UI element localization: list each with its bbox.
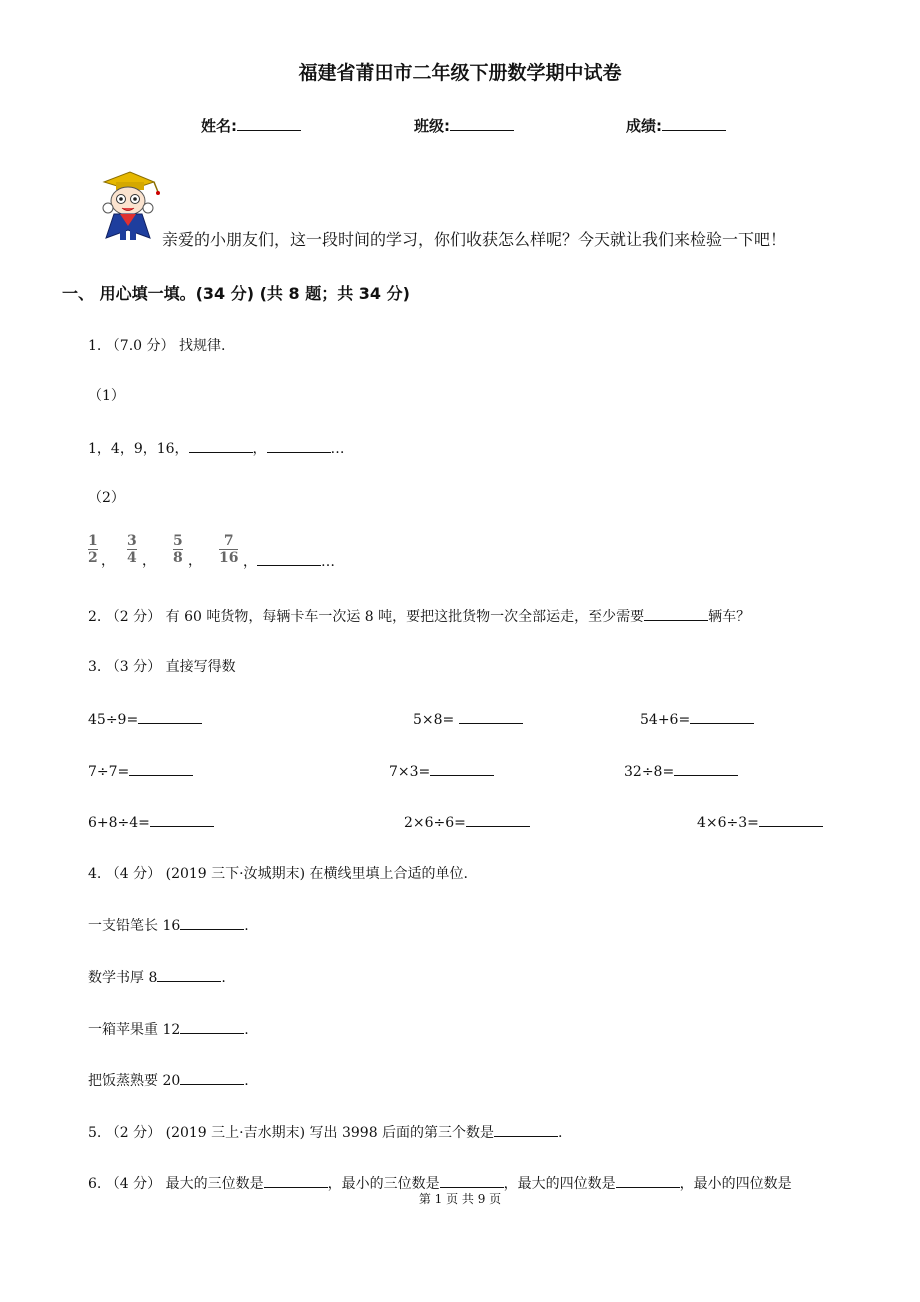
q3-item: 45÷9= [88, 708, 202, 728]
q3-blank[interactable] [129, 760, 193, 776]
fraction-4-numerator: 7 [223, 533, 234, 549]
fraction-4-denominator: 16 [219, 550, 239, 566]
q3-item: 54+6= [640, 708, 754, 728]
q6-text-2: ，最小的三位数是 [327, 1176, 440, 1192]
q1-part1-line: 1，4，9，16， ， … [88, 437, 345, 458]
q1-blank-3[interactable] [257, 550, 321, 566]
name-field [201, 115, 301, 136]
fraction-3-denominator: 8 [173, 550, 183, 566]
q2-blank[interactable] [644, 605, 708, 621]
q4-title: 4. （4 分） (2019 三下·汝城期末) 在横线里填上合适的单位. [88, 866, 468, 882]
page-footer: 第 1 页 共 9 页 [418, 1192, 502, 1206]
q1-part2-label: （2） [88, 490, 125, 506]
q3-blank[interactable] [430, 760, 494, 776]
q1-blank-2[interactable] [267, 437, 331, 453]
q3-blank[interactable] [466, 811, 530, 827]
comma: ， [142, 553, 156, 569]
fraction-3-numerator: 5 [173, 533, 183, 549]
q4-blank[interactable] [180, 1069, 244, 1085]
comma: ， [101, 553, 115, 569]
q1-part1-label: （1） [88, 388, 125, 404]
q1-blank-1[interactable] [189, 437, 253, 453]
q3-item: 32÷8= [624, 760, 738, 780]
fraction-2 [127, 534, 137, 565]
q2-line [88, 605, 750, 626]
comma: ， [188, 553, 202, 569]
fraction-1-denominator: 2 [88, 550, 98, 566]
q4-item: 数学书厚 8 . [88, 966, 226, 987]
q5-blank[interactable] [494, 1121, 558, 1137]
q5-line: 5. （2 分） (2019 三上·吉水期末) 写出 3998 后面的第三个数是 . [88, 1121, 563, 1142]
class-label: 班级: [414, 117, 450, 135]
fraction-3 [173, 534, 183, 565]
q3-item: 6+8÷4= [88, 811, 214, 831]
class-blank[interactable] [450, 115, 514, 131]
name-blank[interactable] [237, 115, 301, 131]
q3-item: 4×6÷3= [697, 811, 823, 831]
q1-sequence: 1，4，9，16， [88, 441, 189, 457]
q3-item: 7×3= [389, 760, 494, 780]
q4-blank[interactable] [157, 966, 221, 982]
q3-item: 7÷7= [88, 760, 193, 780]
q4-item: 一支铅笔长 16 . [88, 914, 249, 935]
score-label: 成绩: [626, 117, 662, 135]
q2-suffix: 辆车？ [708, 609, 751, 625]
fraction-2-denominator: 4 [127, 550, 137, 566]
q3-blank[interactable] [690, 708, 754, 724]
q5-text: 5. （2 分） (2019 三上·吉水期末) 写出 3998 后面的第三个数是 [88, 1125, 495, 1141]
name-label: 姓名: [201, 117, 237, 135]
q1-title: 1. （7.0 分） 找规律. [88, 338, 226, 354]
q2-text: 2. （2 分） 有 60 吨货物，每辆卡车一次运 8 吨，要把这批货物一次全部运走，至少需要 [88, 609, 645, 625]
q3-item: 5×8= [413, 708, 523, 728]
q4-item: 把饭蒸熟要 20 . [88, 1069, 249, 1090]
q6-blank[interactable] [616, 1172, 680, 1188]
q4-item: 一箱苹果重 12 . [88, 1018, 249, 1039]
q3-blank[interactable] [674, 760, 738, 776]
fraction-4 [219, 534, 238, 565]
section-heading: 一、 用心填一填。(34 分) (共 8 题；共 34 分) [62, 284, 410, 303]
page-title: 福建省莆田市二年级下册数学期中试卷 [298, 62, 622, 84]
mascot-illustration [90, 168, 166, 244]
score-blank[interactable] [662, 115, 726, 131]
fraction-2-numerator: 3 [127, 533, 137, 549]
q3-blank[interactable] [759, 811, 823, 827]
q6-blank[interactable] [264, 1172, 328, 1188]
score-field [626, 115, 726, 136]
q4-blank[interactable] [180, 1018, 244, 1034]
q1-part2-answer: ， … [243, 550, 335, 571]
q6-text-4: ，最小的四位数是 [679, 1176, 792, 1192]
fraction-1 [88, 534, 98, 565]
q3-item: 2×6÷6= [404, 811, 530, 831]
q6-text-1: 6. （4 分） 最大的三位数是 [88, 1176, 264, 1192]
q4-blank[interactable] [180, 914, 244, 930]
q3-title: 3. （3 分） 直接写得数 [88, 659, 236, 675]
q6-blank[interactable] [440, 1172, 504, 1188]
q6-text-3: ，最大的四位数是 [503, 1176, 616, 1192]
greeting-text: 亲爱的小朋友们，这一段时间的学习，你们收获怎么样呢？今天就让我们来检验一下吧！ [162, 230, 787, 249]
fraction-1-numerator: 1 [88, 533, 98, 549]
class-field [414, 115, 514, 136]
q3-blank[interactable] [459, 708, 523, 724]
q3-blank[interactable] [138, 708, 202, 724]
q3-blank[interactable] [150, 811, 214, 827]
